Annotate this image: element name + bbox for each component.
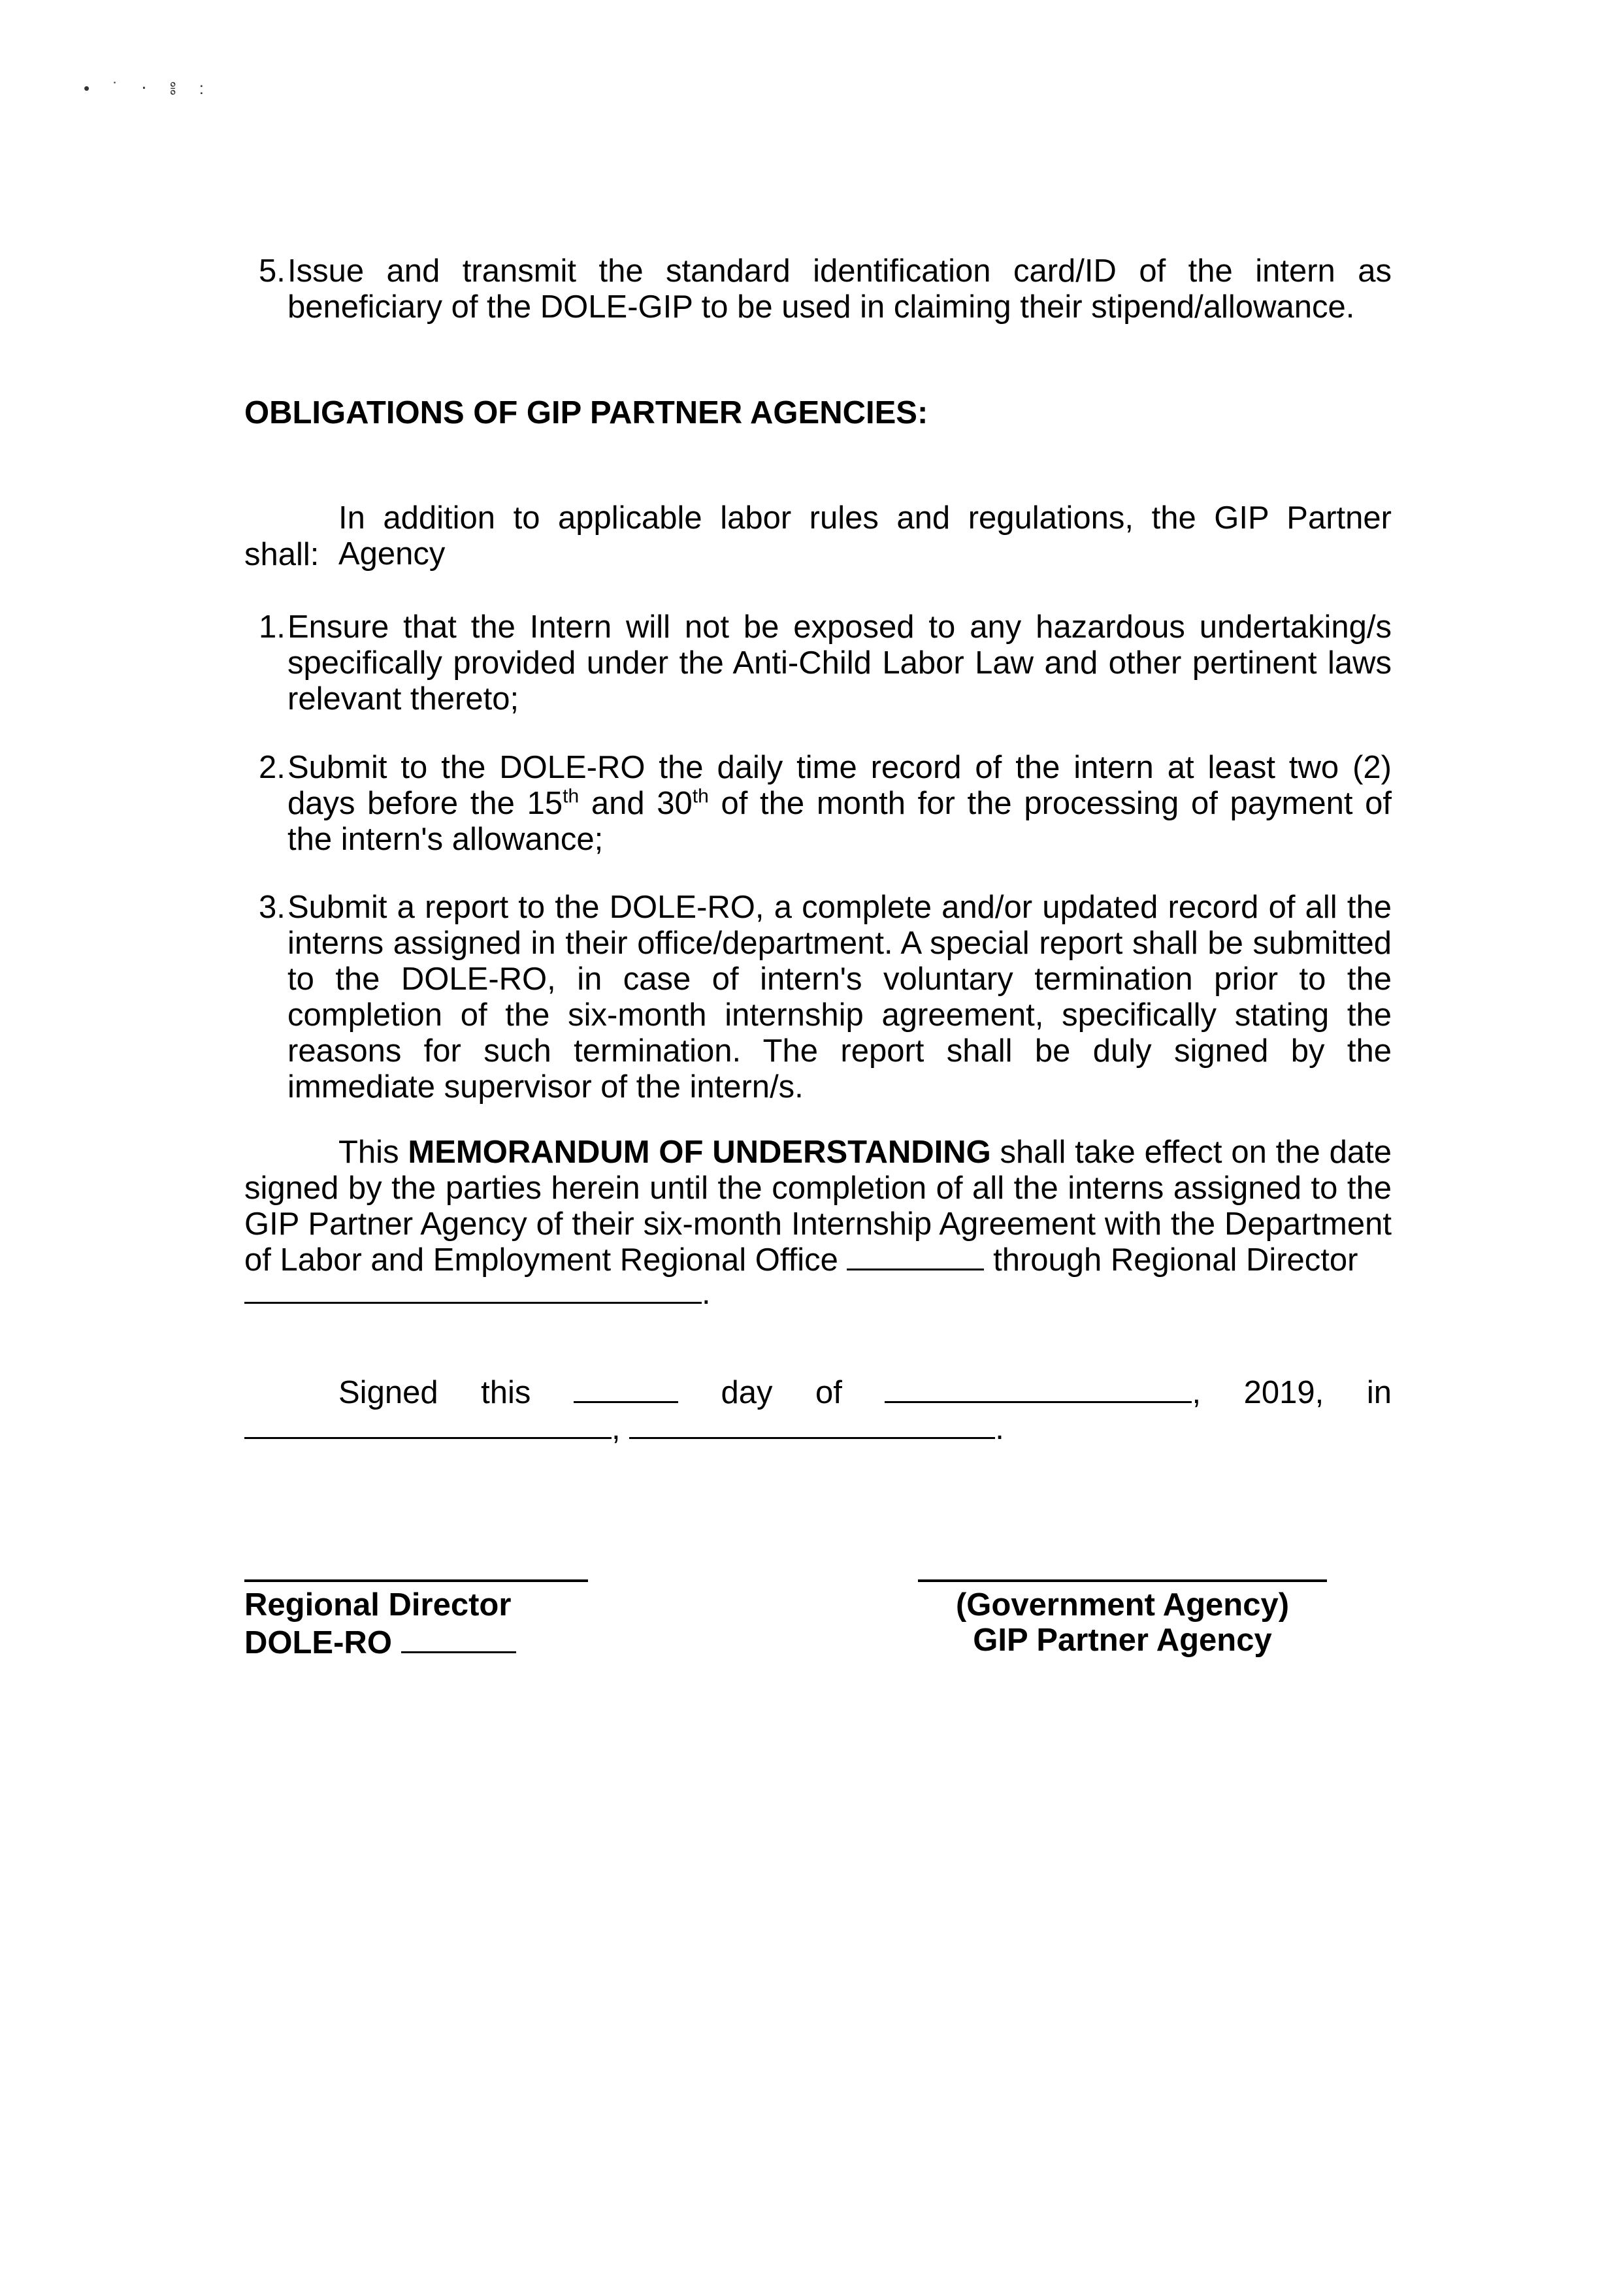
signed-line bbox=[338, 1375, 1392, 1411]
comma: , bbox=[1192, 1375, 1202, 1410]
obligation-2 bbox=[259, 750, 1392, 858]
list-number: 2. bbox=[259, 750, 286, 785]
dole-ro-text: DOLE-RO bbox=[244, 1625, 392, 1660]
text-part: and 30 bbox=[579, 786, 693, 821]
dole-ro-label bbox=[244, 1623, 516, 1661]
left-signature-line[interactable] bbox=[244, 1579, 588, 1582]
gip-partner-agency-label: GIP Partner Agency bbox=[973, 1623, 1272, 1658]
intro-line-1 bbox=[338, 500, 1392, 572]
text-part: of the month for the processing of payment of the intern's allowance; bbox=[287, 786, 1392, 857]
text-part: through Regional Director bbox=[993, 1242, 1358, 1278]
memorandum-bold: MEMORANDUM OF UNDERSTANDING bbox=[408, 1135, 991, 1170]
period: . bbox=[702, 1276, 711, 1311]
day-blank[interactable] bbox=[574, 1375, 678, 1403]
list-number: 5. bbox=[259, 253, 286, 289]
text-part: This bbox=[338, 1135, 408, 1170]
list-item-5 bbox=[259, 253, 1392, 325]
superscript: th bbox=[563, 785, 580, 807]
list-number: 1. bbox=[259, 609, 286, 645]
superscript: th bbox=[692, 785, 709, 807]
day-word: day bbox=[721, 1375, 773, 1410]
regional-office-blank[interactable] bbox=[847, 1242, 984, 1270]
text-part: Submit to the DOLE-RO the daily time record of the intern at least two (2) days before the 15 bbox=[287, 750, 1392, 821]
period: . bbox=[995, 1411, 1004, 1446]
obligation-3 bbox=[259, 890, 1392, 1105]
place-blank-1[interactable] bbox=[244, 1411, 612, 1439]
right-signature-line[interactable] bbox=[918, 1579, 1327, 1582]
regional-director-blank[interactable] bbox=[244, 1276, 702, 1304]
place-line bbox=[244, 1411, 1004, 1447]
list-text: Issue and transmit the standard identification card/ID of the intern as beneficiary of the DOLE-GIP to be used in claiming their stipend/allowance. bbox=[287, 253, 1392, 325]
in-word: in bbox=[1366, 1375, 1392, 1410]
section-heading: OBLIGATIONS OF GIP PARTNER AGENCIES: bbox=[244, 395, 928, 430]
regional-director-label: Regional Director bbox=[244, 1587, 512, 1623]
of-word: of bbox=[815, 1375, 842, 1410]
month-group bbox=[885, 1375, 1201, 1411]
dole-ro-blank[interactable] bbox=[401, 1623, 516, 1653]
list-text bbox=[287, 750, 1392, 858]
list-number: 3. bbox=[259, 890, 286, 925]
list-text: Submit a report to the DOLE-RO, a complete and/or updated record of all the interns assigned in their office/department. A special report shall be submitted to the DOLE-RO, in case of intern's voluntary termination prior to the completion of the six-month internship agreement, specifically stating the reasons for such termination. The report shall be duly signed by the immediate supervisor of the intern/s. bbox=[287, 890, 1392, 1105]
month-blank[interactable] bbox=[885, 1375, 1192, 1403]
text-part: shall take effect on the date signed by the parties herein until the completion of all the interns assigned to the GIP Partner Agency of their six-month Internship Agreement with the Department of Labor and Employment Regional Office bbox=[244, 1135, 1392, 1278]
intro-line-2: shall: bbox=[244, 537, 319, 572]
year-text: 2019, bbox=[1243, 1375, 1324, 1410]
intro-text: In addition to applicable labor rules and regulations, the GIP Partner Agency bbox=[338, 500, 1392, 572]
government-agency-label: (Government Agency) bbox=[955, 1587, 1290, 1623]
scan-specks: • ˙ ‧ ༔ : bbox=[84, 78, 214, 98]
memorandum-paragraph bbox=[244, 1135, 1392, 1278]
signed-word: Signed bbox=[338, 1375, 438, 1410]
place-blank-2[interactable] bbox=[629, 1411, 995, 1439]
list-text: Ensure that the Intern will not be exposed to any hazardous undertaking/s specifically provided under the Anti-Child Labor Law and other pertinent laws relevant thereto; bbox=[287, 609, 1392, 717]
this-word: this bbox=[481, 1375, 531, 1410]
director-line bbox=[244, 1276, 711, 1312]
obligation-1 bbox=[259, 609, 1392, 717]
comma: , bbox=[612, 1411, 621, 1446]
